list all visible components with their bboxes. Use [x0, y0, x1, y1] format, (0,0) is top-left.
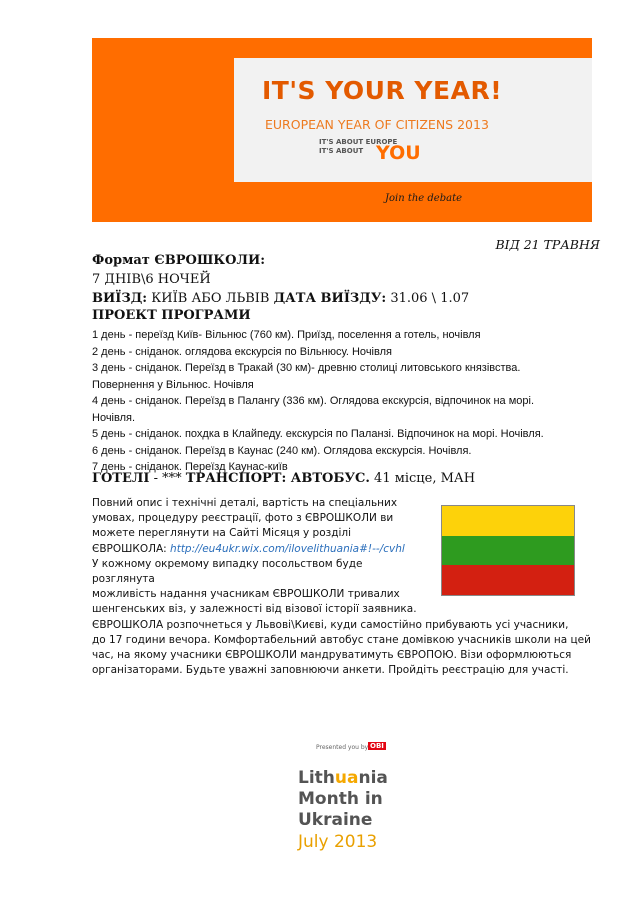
program-row: 3 день - сніданок. Переїзд в Тракай (30 км)- древню столиці литовського князівства. — [92, 362, 521, 374]
logo-line-ukraine: Ukraine — [298, 810, 373, 830]
desc-line: ЄВРОШКОЛА розпочнеться у Львові\Києві, куди самостійно прибувають усі учасники, — [92, 618, 569, 631]
logo-ua: ua — [334, 768, 359, 788]
depart-label: ВИЇЗД: — [92, 291, 148, 306]
desc-line: умовах, процедуру реєстрації, фото з ЄВРОШКОЛИ ви — [92, 512, 394, 525]
logo-lith: Lith — [298, 768, 335, 788]
format-heading: Формат ЄВРОШКОЛИ: — [92, 253, 266, 268]
presented-by-text: Presented you by — [316, 744, 369, 751]
banner-title: IT'S YOUR YEAR! — [262, 76, 503, 105]
desc-link-line — [92, 542, 417, 557]
desc-line: шенгенських віз, у залежності від візової історії заявника. — [92, 603, 417, 616]
desc-line: Повний опис і технічні деталі, вартість на спеціальних — [92, 497, 398, 509]
program-row: 1 день - переїзд Київ- Вільнюс (760 км). Приїзд, поселення а готель, ночівля — [92, 329, 481, 341]
lithuania-month-logo — [296, 742, 436, 862]
banner-subtitle: EUROPEAN YEAR OF CITIZENS 2013 — [265, 117, 489, 132]
logo-line-lithuania — [298, 768, 388, 788]
transport-value: 41 місце, МАН — [369, 471, 476, 486]
depart-value: КИЇВ АБО ЛЬВІВ — [147, 291, 274, 306]
about-text: IT'S ABOUT — [319, 147, 364, 155]
program-row: 2 день - сніданок. оглядова екскурсія по Вільнюсу. Ночівля — [92, 345, 392, 358]
program-row: Ночівля. — [92, 411, 136, 424]
desc-line: організаторами. Будьте уважні заповнюючи анкети. Пройдіть реєстрацію для участі. — [92, 664, 569, 677]
program-row: 5 день - сніданок. похдка в Клайпеду. екскурсія по Паланзі. Відпочинок на морі. Ночівля. — [92, 428, 544, 440]
description — [92, 496, 600, 678]
you-text: YOU — [376, 142, 421, 164]
program-list — [92, 327, 600, 476]
logo-nia: nia — [358, 768, 388, 788]
hotel-stars: - *** — [149, 471, 186, 486]
logo-line-date: July 2013 — [298, 832, 378, 852]
desc-line: час, на якому учасники ЄВРОШКОЛИ мандруватимуть ЄВРОПОЮ. Візи оформлюються — [92, 649, 572, 662]
desc-line: У кожному окремому випадку посольством буде розглянута — [92, 557, 363, 586]
hotel-transport-line — [92, 471, 600, 486]
hero-banner — [92, 38, 592, 222]
depart-line — [92, 291, 600, 306]
transport-label: ТРАНСПОРТ: АВТОБУС. — [185, 471, 370, 486]
signature-text: Join the debate — [385, 193, 463, 204]
obi-logo: OBI — [370, 742, 384, 750]
days-line: 7 ДНІВ\6 НОЧЕЙ — [92, 272, 211, 287]
hotel-label: ГОТЕЛІ — [92, 471, 150, 486]
date-line: ВІД 21 ТРАВНЯ — [495, 237, 600, 252]
desc-line: можливість надання учасникам ЄВРОШКОЛИ тривалих — [92, 588, 400, 601]
logo-line-month: Month in — [298, 789, 383, 809]
desc-line: до 17 години вечора. Комфортабельний автобус стане домівкою учасників школи на цей — [92, 633, 591, 646]
program-heading: ПРОЕКТ ПРОГРАМИ — [92, 308, 251, 323]
depart-date-label: ДАТА ВИЇЗДУ: — [273, 291, 387, 306]
desc-link-prefix: ЄВРОШКОЛА: — [92, 542, 171, 555]
site-link[interactable]: http://eu4ukr.wix.com/ilovelithuania#!--/cvhl — [170, 542, 405, 555]
program-row: 6 день - сніданок. Переїзд в Каунас (240 км). Оглядова екскурсія. Ночівля. — [92, 444, 472, 457]
program-row: 7 день - сніданок. Переїзд Каунас-київ — [92, 461, 288, 473]
depart-date-value: 31.06 \ 1.07 — [386, 291, 470, 306]
about-europe-text: IT'S ABOUT EUROPE — [319, 138, 398, 146]
desc-line: можете переглянути на Сайті Місяця у розділі — [92, 527, 352, 540]
program-row: Повернення у Вільнюс. Ночівля — [92, 378, 254, 391]
program-row: 4 день - сніданок. Переїзд в Палангу (336 км). Оглядова екскурсія, відпочинок на морі. — [92, 395, 535, 407]
